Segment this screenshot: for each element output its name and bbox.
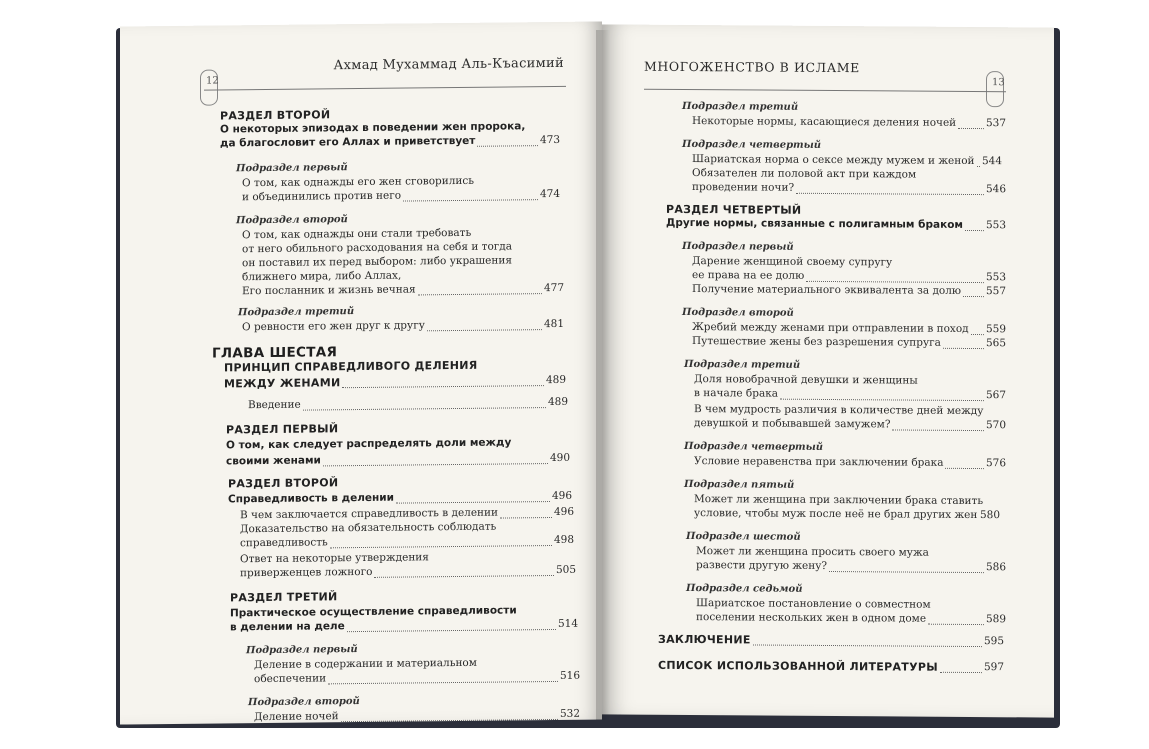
toc-entry: Может ли женщина при заключении брака ставить bbox=[694, 493, 984, 508]
toc-subsection-heading: Подраздел третий bbox=[238, 306, 355, 319]
toc-entry: В чем заключается справедливость в делении bbox=[240, 506, 499, 522]
toc-section-heading: МЕЖДУ ЖЕНАМИ bbox=[224, 376, 341, 391]
toc-entry: развести другую жену? bbox=[696, 559, 828, 572]
toc-entry: Получение материального эквивалента за долю bbox=[692, 283, 962, 297]
toc-section-heading: РАЗДЕЛ ТРЕТИЙ bbox=[230, 590, 338, 605]
toc-page-number: 505 bbox=[556, 563, 577, 576]
toc-entry: и объединились против него bbox=[242, 189, 402, 204]
toc-page-number: 580 bbox=[980, 509, 1001, 522]
toc-section-heading: РАЗДЕЛ ПЕРВЫЙ bbox=[226, 422, 339, 437]
dot-leader bbox=[347, 629, 556, 632]
page-number: 13 bbox=[992, 77, 1005, 89]
toc-section-heading: ПРИНЦИП СПРАВЕДЛИВОГО ДЕЛЕНИЯ bbox=[224, 358, 478, 375]
toc-page-number: 532 bbox=[560, 707, 581, 720]
toc-page-number: 490 bbox=[550, 451, 571, 465]
dot-leader bbox=[753, 644, 982, 647]
toc-subsection-heading: Подраздел третий bbox=[684, 358, 801, 371]
toc-page-number: 473 bbox=[540, 133, 561, 147]
toc-entry: О некоторых эпизодах в поведении жен пророка, bbox=[220, 120, 526, 136]
dot-leader bbox=[374, 575, 554, 578]
toc-page-number: 496 bbox=[554, 505, 575, 518]
toc-subsection-heading: Подраздел шестой bbox=[686, 531, 801, 543]
toc-page-number: 557 bbox=[986, 285, 1007, 298]
toc-entry: Некоторые нормы, касающиеся деления ночей bbox=[692, 115, 957, 129]
toc-entry: справедливость bbox=[240, 536, 328, 550]
toc-page-number: 514 bbox=[558, 617, 579, 630]
dot-leader bbox=[965, 230, 984, 231]
toc-page-number: 576 bbox=[986, 457, 1007, 470]
toc-page-number: 474 bbox=[540, 187, 561, 201]
toc-section-heading: ЗАКЛЮЧЕНИЕ bbox=[658, 632, 751, 647]
dot-leader bbox=[500, 517, 552, 519]
toc-entry: Обязателен ли половой акт при каждом bbox=[692, 167, 917, 181]
dot-leader bbox=[796, 193, 984, 195]
toc-entry: Ответ на некоторые утверждения bbox=[240, 551, 429, 566]
dot-leader bbox=[396, 501, 550, 504]
toc-page-number: 481 bbox=[544, 317, 565, 331]
left-page bbox=[120, 21, 602, 724]
toc-section-heading: РАЗДЕЛ ВТОРОЙ bbox=[228, 476, 339, 491]
toc-subsection-heading: Подраздел четвертый bbox=[684, 440, 824, 453]
running-head: Ахмад Мухаммад Аль-Къасимий bbox=[333, 55, 564, 74]
toc-entry: условие, чтобы муж после неё не брал других жен bbox=[694, 507, 978, 522]
toc-page-number: 537 bbox=[986, 117, 1007, 130]
dot-leader bbox=[323, 463, 548, 466]
toc-entry: да благословит его Аллах и приветствует bbox=[220, 134, 476, 150]
toc-entry: Шариатское постановление о совместном bbox=[696, 597, 931, 611]
toc-page-number: 544 bbox=[982, 155, 1003, 168]
dot-leader bbox=[892, 429, 984, 431]
toc-subsection-heading: Подраздел первый bbox=[246, 644, 358, 657]
dot-leader bbox=[477, 145, 538, 147]
dot-leader bbox=[971, 334, 984, 335]
header-rule bbox=[644, 89, 1006, 93]
toc-entry: ее права на ее долю bbox=[692, 269, 805, 282]
toc-page-number: 597 bbox=[984, 661, 1005, 674]
toc-entry: обеспечении bbox=[254, 672, 327, 686]
toc-entry: О том, как однажды они стали требовать bbox=[242, 226, 472, 242]
toc-entry: проведении ночи? bbox=[692, 181, 795, 194]
toc-entry: он поставил их перед выбором: либо украшения bbox=[242, 254, 513, 270]
toc-entry: Деление ночей bbox=[254, 710, 339, 724]
toc-page-number: 496 bbox=[552, 489, 573, 502]
toc-chapter-heading: ГЛАВА ШЕСТАЯ bbox=[212, 344, 338, 362]
dot-leader bbox=[963, 296, 984, 297]
toc-page-number: 570 bbox=[986, 419, 1007, 432]
toc-entry: Условие неравенства при заключении брака bbox=[694, 455, 944, 469]
toc-entry: своими женами bbox=[226, 454, 321, 468]
dot-leader bbox=[403, 199, 538, 201]
toc-page-number: 565 bbox=[986, 337, 1007, 350]
toc-entry: девушкой и побывавшей замужем? bbox=[694, 417, 891, 431]
dot-leader bbox=[829, 571, 984, 573]
dot-leader bbox=[342, 385, 544, 388]
page-number: 12 bbox=[206, 75, 219, 87]
header-rule bbox=[204, 86, 566, 91]
toc-entry: поселении нескольких жен в одном доме bbox=[696, 611, 927, 625]
book-spine-shadow bbox=[596, 30, 610, 720]
toc-entry: Доказательство на обязательность соблюдать bbox=[240, 520, 497, 536]
dot-leader bbox=[303, 407, 546, 411]
dot-leader bbox=[330, 545, 552, 548]
toc-entry: Жребий между женами при отправлении в поход bbox=[692, 321, 969, 335]
toc-entry: Практическое осуществление справедливости bbox=[230, 604, 517, 620]
toc-page-number: 589 bbox=[986, 613, 1007, 626]
toc-entry: О том, как следует распределять доли между bbox=[226, 436, 512, 452]
dot-leader bbox=[943, 348, 984, 349]
toc-entry: Справедливость в делении bbox=[228, 491, 395, 506]
dot-leader bbox=[780, 399, 984, 401]
toc-entry: Введение bbox=[248, 398, 301, 412]
dot-leader bbox=[928, 624, 984, 625]
toc-page-number: 546 bbox=[986, 183, 1007, 196]
toc-entry: Доля новобрачной девушки и женщины bbox=[694, 373, 918, 387]
dot-leader bbox=[418, 293, 542, 295]
toc-page-number: 477 bbox=[544, 281, 565, 295]
toc-subsection-heading: Подраздел четвертый bbox=[682, 138, 822, 151]
toc-entry: ближнего мира, либо Аллах, bbox=[242, 269, 402, 284]
dot-leader bbox=[945, 468, 984, 469]
toc-entry: Путешествие жены без разрешения супруга bbox=[692, 335, 941, 349]
toc-page-number: 489 bbox=[548, 395, 569, 409]
toc-subsection-heading: Подраздел седьмой bbox=[686, 583, 803, 595]
toc-subsection-heading: Подраздел второй bbox=[236, 214, 348, 227]
toc-subsection-heading: Подраздел первый bbox=[236, 162, 348, 175]
dot-leader bbox=[958, 128, 984, 129]
toc-page-number: 489 bbox=[546, 373, 567, 387]
dot-leader bbox=[806, 281, 984, 283]
toc-subsection-heading: Подраздел третий bbox=[682, 100, 799, 113]
toc-page-number: 516 bbox=[560, 669, 581, 682]
toc-entry: в делении на деле bbox=[230, 620, 345, 634]
toc-section-heading: СПИСОК ИСПОЛЬЗОВАННОЙ ЛИТЕРАТУРЫ bbox=[658, 658, 938, 674]
right-page bbox=[602, 24, 1054, 717]
dot-leader bbox=[977, 166, 980, 167]
toc-section-heading: РАЗДЕЛ ЧЕТВЕРТЫЙ bbox=[666, 202, 802, 217]
toc-page-number: 595 bbox=[984, 635, 1005, 648]
toc-entry: Шариатская норма о сексе между мужем и женой bbox=[692, 153, 975, 168]
toc-page-number: 559 bbox=[986, 323, 1007, 336]
toc-entry: Другие нормы, связанные с полигамным браком bbox=[666, 216, 964, 231]
toc-subsection-heading: Подраздел второй bbox=[682, 306, 794, 319]
dot-leader bbox=[427, 329, 542, 331]
toc-subsection-heading: Подраздел пятый bbox=[684, 478, 795, 491]
toc-subsection-heading: Подраздел второй bbox=[248, 696, 360, 709]
running-head: МНОГОЖЕНСТВО В ИСЛАМЕ bbox=[644, 58, 860, 76]
toc-page-number: 498 bbox=[554, 533, 575, 546]
toc-page-number: 567 bbox=[986, 389, 1007, 402]
toc-entry: Деление в содержании и материальном bbox=[254, 656, 477, 672]
toc-entry: О ревности его жен друг к другу bbox=[242, 319, 425, 334]
dot-leader bbox=[328, 681, 558, 684]
toc-page-number: 553 bbox=[986, 271, 1007, 284]
toc-page-number: 553 bbox=[986, 219, 1007, 232]
toc-section-heading: РАЗДЕЛ ВТОРОЙ bbox=[220, 108, 331, 123]
toc-entry: от него обильного расходования на себя и тогда bbox=[242, 240, 513, 256]
dot-leader bbox=[940, 672, 982, 673]
toc-entry: Его посланник и жизнь вечная bbox=[242, 283, 416, 298]
toc-entry: О том, как однажды его жен сговорились bbox=[242, 174, 475, 190]
toc-subsection-heading: Подраздел первый bbox=[682, 240, 794, 253]
toc-entry: Может ли женщина просить своего мужа bbox=[696, 545, 929, 559]
toc-entry: Дарение женщиной своему супругу bbox=[692, 255, 893, 269]
toc-entry: приверженцев ложного bbox=[240, 565, 373, 580]
toc-entry: в начале брака bbox=[694, 387, 779, 400]
toc-page-number: 586 bbox=[986, 561, 1007, 574]
toc-entry: В чем мудрость различия в количестве дней между bbox=[694, 403, 984, 418]
